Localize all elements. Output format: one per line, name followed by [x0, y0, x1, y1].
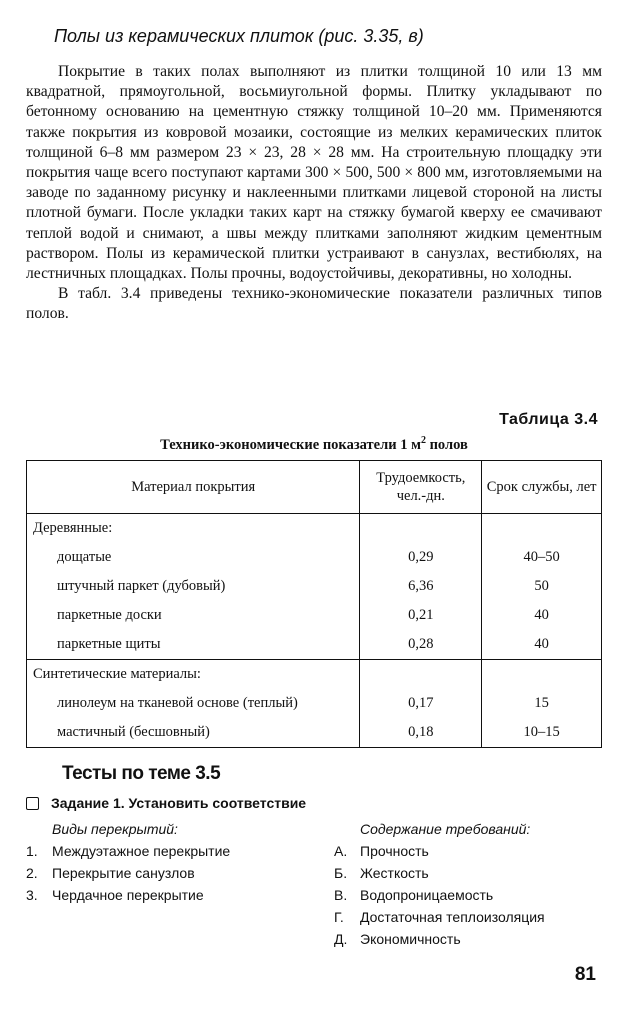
cell-life: 10–15 — [482, 718, 602, 748]
list-item — [334, 840, 545, 862]
item-marker: А. — [334, 843, 348, 859]
list-item — [334, 862, 545, 884]
table-caption — [26, 435, 602, 454]
list-item — [334, 928, 545, 950]
header-material: Материал покрытия — [27, 461, 360, 514]
item-marker: Б. — [334, 865, 348, 881]
cell-material: мастичный (бесшовный) — [27, 718, 360, 748]
table-row — [27, 689, 602, 718]
caption-sup: 2 — [420, 435, 426, 446]
item-text: Водопроницаемость — [360, 887, 494, 903]
group-name: Синтетические материалы: — [27, 660, 360, 690]
cell-labor: 0,28 — [360, 630, 482, 660]
item-marker: 3. — [26, 887, 38, 903]
cell-material: линолеум на тканевой основе (теплый) — [27, 689, 360, 718]
item-marker: Г. — [334, 909, 344, 925]
group-name: Деревянные: — [27, 514, 360, 544]
item-marker: 2. — [26, 865, 38, 881]
paragraph-1: Покрытие в таких полах выполняют из плитки толщиной 10 или 13 мм квадратной, прямоугольной, восьмиугольной формы. Плитку укладывают по бетонному основанию на цементную стяжку толщиной 10–20 мм. Применяются также покрытия из ковровой мозаики, состоящие из мелких керамических плиток толщиной 6–8 мм размером 23 × 23, 28 × 28 мм. На строительную площадку эти покрытия чаще всего поступают картами 300 × 500, 500 × 800 мм, изготовляемыми на заводе по заданному рисунку и наклеенными плитками лицевой стороной на листы плотной бумаги. После укладки таких карт на стяжку бумагой кверху ее смачивают теплой водой и снимают, а швы между плитками заполняют жидким цементным раствором. Полы из керамической плитки устраивают в санузлах, вестибюлях, на лестничных площадках. Полы прочны, водоустойчивы, декоративны, но холодны. — [26, 63, 602, 283]
table-label: Таблица 3.4 — [499, 411, 598, 428]
caption-suffix: полов — [425, 436, 468, 453]
item-text: Чердачное перекрытие — [52, 887, 204, 903]
requirements-list — [334, 818, 545, 950]
group-row — [27, 514, 602, 544]
cell-labor: 0,21 — [360, 601, 482, 630]
group-row — [27, 660, 602, 690]
item-text: Междуэтажное перекрытие — [52, 843, 231, 859]
floor-types-heading: Виды перекрытий: — [52, 821, 178, 837]
list-item — [334, 884, 545, 906]
header-life: Срок службы, лет — [482, 461, 602, 514]
item-text: Достаточная теплоизоляция — [360, 909, 545, 925]
requirements-heading: Содержание требований: — [360, 821, 531, 837]
list-item — [26, 884, 230, 906]
cell-labor: 0,29 — [360, 543, 482, 572]
table-row — [27, 630, 602, 660]
cell-life: 15 — [482, 689, 602, 718]
list-item — [26, 862, 230, 884]
cell-material: штучный паркет (дубовый) — [27, 572, 360, 601]
item-marker: В. — [334, 887, 348, 903]
task-heading — [26, 795, 306, 811]
table-row — [27, 718, 602, 748]
floor-types-list — [26, 818, 230, 906]
cell-labor: 6,36 — [360, 572, 482, 601]
page-number: 81 — [574, 964, 596, 985]
task-text: Задание 1. Установить соответствие — [51, 795, 307, 811]
cell-material: паркетные доски — [27, 601, 360, 630]
cell-life: 40–50 — [482, 543, 602, 572]
table-row — [27, 601, 602, 630]
cell-labor: 0,18 — [360, 718, 482, 748]
item-marker: 1. — [26, 843, 38, 859]
body-text — [26, 62, 602, 325]
item-text: Экономичность — [360, 931, 461, 947]
section-title: Полы из керамических плиток (рис. 3.35, в) — [54, 26, 424, 46]
checkbox-icon[interactable] — [26, 797, 39, 810]
cell-life: 40 — [482, 601, 602, 630]
header-labor: Трудоемкость, чел.-дн. — [360, 461, 482, 514]
item-text: Прочность — [360, 843, 429, 859]
table-row — [27, 572, 602, 601]
cell-life: 50 — [482, 572, 602, 601]
indicators-table — [26, 460, 602, 748]
item-text: Жесткость — [360, 865, 429, 881]
caption-prefix: Технико-экономические показатели 1 м — [160, 436, 421, 453]
cell-material: паркетные щиты — [27, 630, 360, 660]
item-text: Перекрытие санузлов — [52, 865, 195, 881]
cell-life: 40 — [482, 630, 602, 660]
item-marker: Д. — [334, 931, 348, 947]
cell-labor: 0,17 — [360, 689, 482, 718]
tests-title: Тесты по теме 3.5 — [62, 763, 221, 784]
list-item — [26, 840, 230, 862]
list-item — [334, 906, 545, 928]
table-row — [27, 543, 602, 572]
paragraph-2: В табл. 3.4 приведены технико-экономические показатели различных типов полов. — [26, 285, 602, 323]
cell-material: дощатые — [27, 543, 360, 572]
table-header-row — [27, 461, 602, 514]
